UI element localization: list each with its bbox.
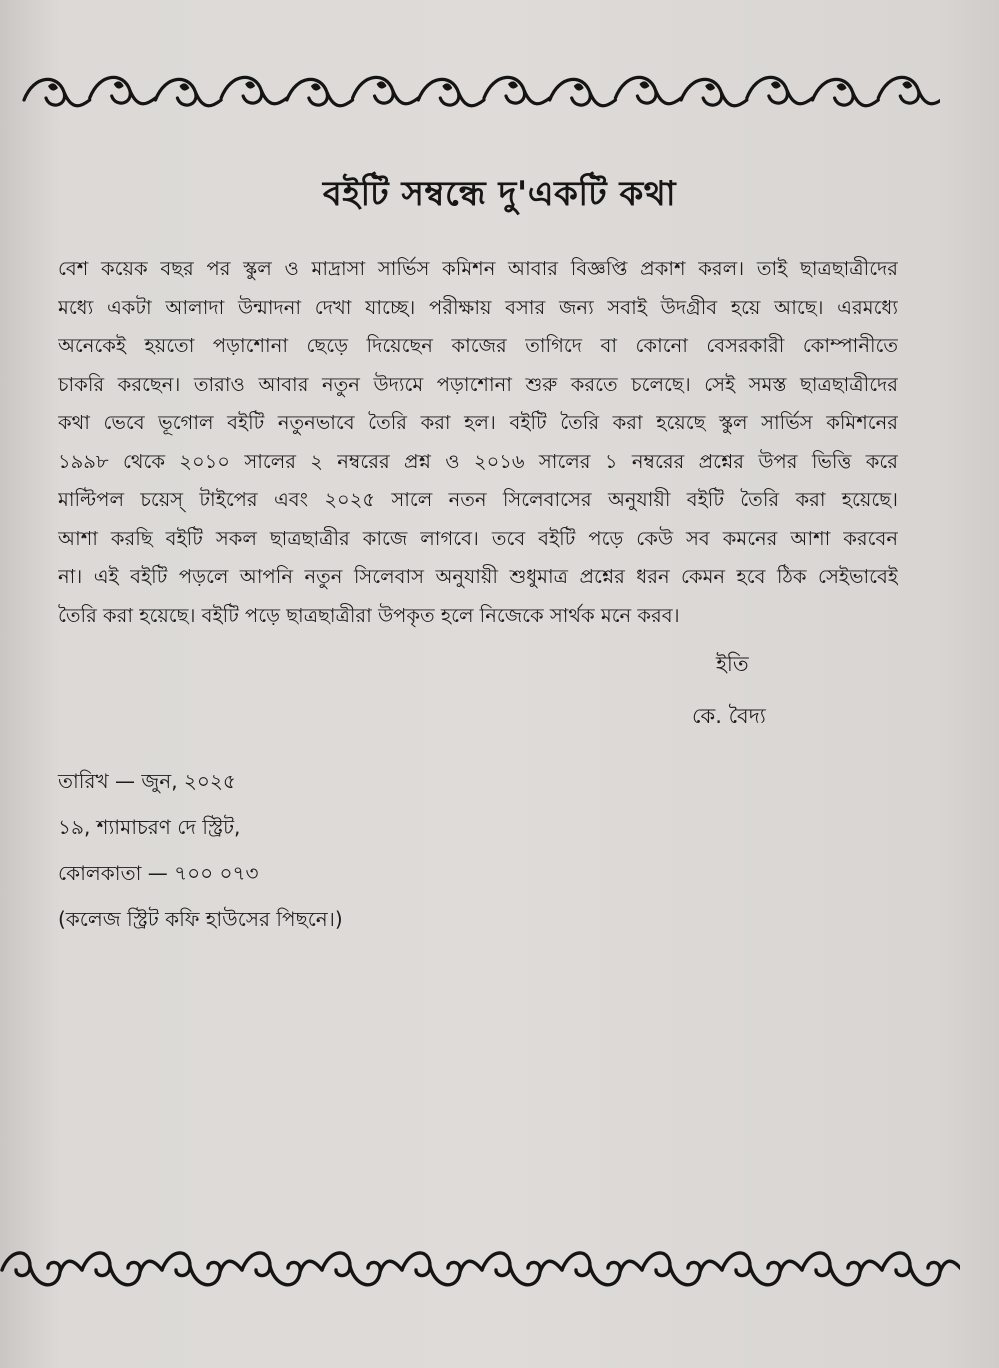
border-swirl-motif [402, 1253, 482, 1285]
border-leaf-motif [705, 83, 715, 90]
border-swirl-motif [2, 1253, 82, 1285]
border-swirl-motif [162, 1253, 242, 1285]
border-leaf-motif [771, 81, 781, 88]
paragraph-line: কথা ভেবে ভূগোল বইটি নতুনভাবে তৈরি করা হল। বইটি তৈরি করা হয়েছে স্কুল সার্ভিস কমিশনের [58, 411, 898, 434]
ornamental-border-bottom [0, 1238, 960, 1300]
border-scroll-motif [287, 79, 353, 105]
border-swirl-motif [242, 1253, 322, 1285]
border-leaf-motif [442, 83, 452, 90]
border-scroll-motif [615, 77, 681, 103]
address-landmark: (কলেজ স্ট্রিট কফি হাউসের পিছনে।) [58, 907, 343, 931]
paragraph-line: তৈরি করা হয়েছে। বইটি পড়ে ছাত্রছাত্রীরা উপকৃত হলে নিজেকে সার্থক মনে করব। [58, 603, 680, 627]
border-swirl-motif [482, 1253, 562, 1285]
paragraph-line: বেশ কয়েক বছর পর স্কুল ও মাদ্রাসা সার্ভিস কমিশন আবার বিজ্ঞপ্তি প্রকাশ করল। তাই ছাত্রছাত্রীদের [58, 257, 898, 280]
border-leaf-motif [377, 81, 387, 88]
page-title: বইটি সম্বন্ধে দু'একটি কথা [322, 174, 677, 214]
border-leaf-motif [311, 83, 321, 90]
border-leaf-motif [48, 83, 58, 90]
border-leaf-motif [902, 81, 912, 88]
border-scroll-motif [484, 77, 550, 103]
paragraph-line: অনেকেই হয়তো পড়াশোনা ছেড়ে দিয়েছেন কাজের তাগিদে বা কোনো বেসরকারী কোম্পানীতে [58, 334, 898, 357]
paragraph-line: ১৯৯৮ থেকে ২০১০ সালের ২ নম্বরের প্রশ্ন ও ২০১৬ সালের ১ নম্বরের প্রশ্নের উপর ভিত্তি করে [58, 449, 898, 473]
address-street: ১৯, শ্যামাচরণ দে স্ট্রিট, [58, 815, 241, 839]
border-leaf-motif [837, 83, 847, 90]
paragraph-line: চাকরি করছেন। তারাও আবার নতুন উদ্যমে পড়াশোনা শুরু করতে চলেছে। সেই সমস্ত ছাত্রছাত্রীদের [58, 372, 898, 396]
border-swirl-motif [322, 1253, 402, 1285]
border-swirl-motif [722, 1253, 802, 1285]
ornamental-border-top [20, 62, 940, 122]
address-date: তারিখ — জুন, ২০২৫ [58, 769, 236, 793]
paragraph-line: না। এই বইটি পড়লে আপনি নতুন সিলেবাস অনুযায়ী শুধুমাত্র প্রশ্নের ধরন কেমন হবে ঠিক সেইভাবেই [58, 565, 898, 588]
preface-paragraph [58, 250, 898, 635]
border-scroll-motif [813, 79, 879, 105]
border-swirl-motif [82, 1253, 162, 1285]
border-scroll-motif [550, 79, 616, 105]
border-scroll-motif [418, 79, 484, 105]
border-scroll-motif [878, 77, 940, 103]
signoff-closing: ইতি [716, 652, 749, 676]
border-swirl-motif [562, 1253, 642, 1285]
border-leaf-motif [639, 81, 649, 88]
border-scroll-motif [221, 77, 287, 103]
paragraph-line: মধ্যে একটা আলাদা উন্মাদনা দেখা যাচ্ছে। পরীক্ষায় বসার জন্য সবাই উদগ্রীব হয়ে আছে। এরমধ্যে [58, 295, 898, 319]
border-scroll-motif [747, 77, 813, 103]
address-city: কোলকাতা — ৭০০ ০৭৩ [58, 861, 259, 885]
border-leaf-motif [245, 81, 255, 88]
border-scroll-motif [155, 79, 221, 105]
border-scroll-motif [681, 79, 747, 105]
border-swirl-motif [642, 1253, 722, 1285]
paragraph-line: আশা করছি বইটি সকল ছাত্রছাত্রীর কাজে লাগবে। তবে বইটি পড়ে কেউ সব কমনের আশা করবেন [58, 526, 898, 550]
border-leaf-motif [114, 81, 124, 88]
border-swirl-motif [882, 1253, 960, 1285]
signoff-author: কে. বৈদ্য [692, 704, 766, 728]
border-scroll-motif [90, 77, 156, 103]
border-leaf-motif [179, 83, 189, 90]
border-scroll-motif [24, 79, 90, 105]
border-swirl-motif [802, 1253, 882, 1285]
border-scroll-motif [353, 77, 419, 103]
paragraph-line: মাল্টিপল চয়েস্ টাইপের এবং ২০২৫ সালে নতন সিলেবাসের অনুযায়ী বইটি তৈরি করা হয়েছে। [58, 488, 898, 511]
border-leaf-motif [508, 81, 518, 88]
address-block [58, 758, 343, 942]
border-leaf-motif [574, 83, 584, 90]
